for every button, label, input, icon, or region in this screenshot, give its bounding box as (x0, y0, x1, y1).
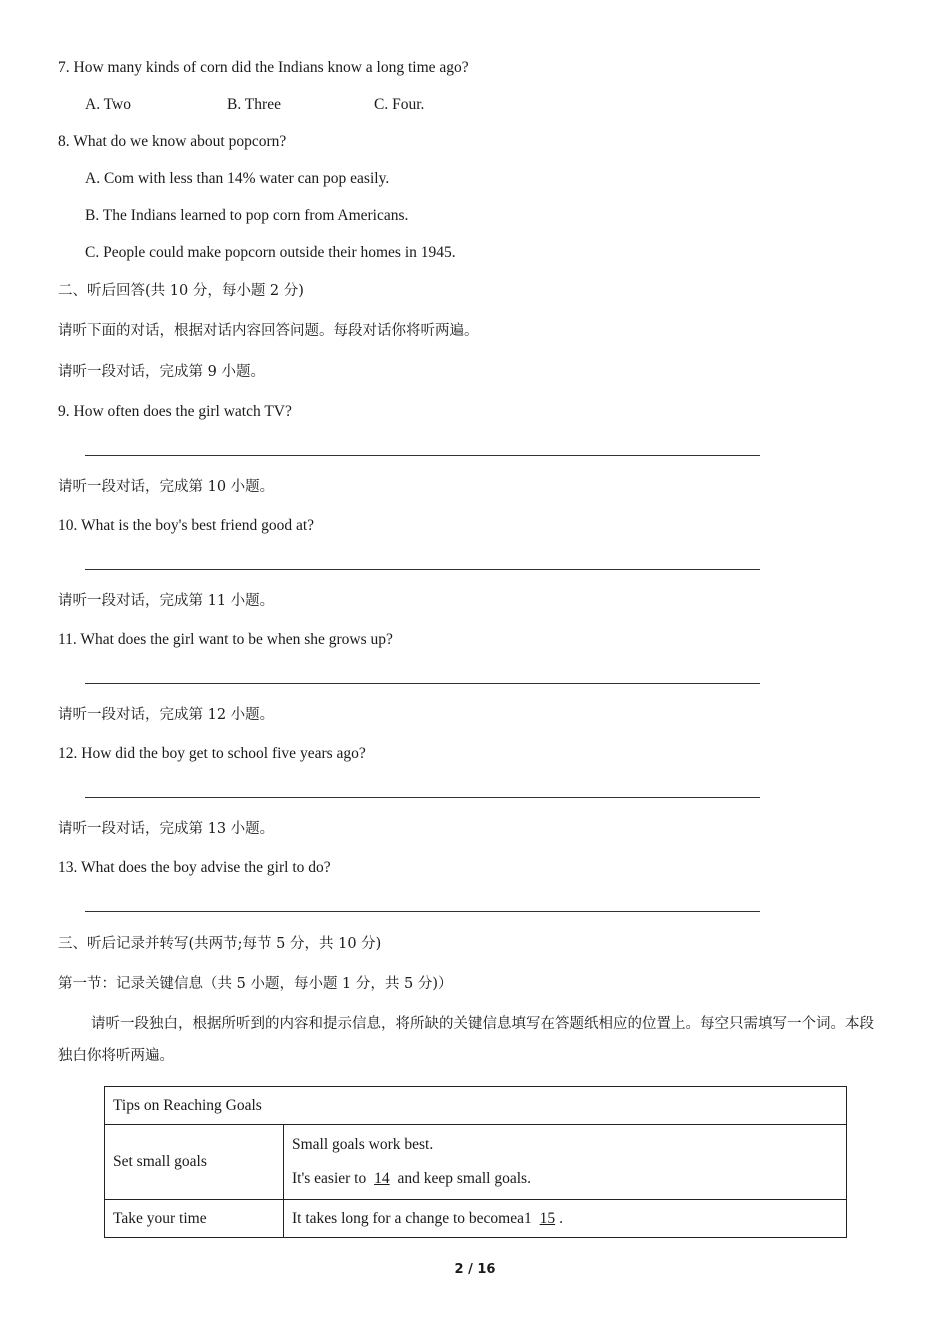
row1-line1: Small goals work best. (292, 1136, 434, 1153)
answer-line-11[interactable] (85, 683, 760, 684)
answer-line-13[interactable] (85, 911, 760, 912)
table-title: Tips on Reaching Goals (105, 1087, 847, 1125)
question-12: 12. How did the boy get to school five years ago? (58, 745, 366, 762)
row2-post: . (559, 1209, 563, 1227)
q8-option-b: B. The Indians learned to pop corn from Americans. (85, 207, 409, 224)
answer-line-10[interactable] (85, 569, 760, 570)
row1-line2-pre: It's easier to (292, 1170, 367, 1187)
q13-prompt: 请听一段对话，完成第 13 小题。 (58, 821, 275, 837)
q7-option-c: C. Four. (374, 96, 425, 113)
q8-option-a: A. Com with less than 14% water can pop easily. (85, 170, 390, 187)
q9-prompt: 请听一段对话，完成第 9 小题。 (58, 364, 265, 380)
question-13: 13. What does the boy advise the girl to do? (58, 859, 331, 876)
question-11: 11. What does the girl want to be when she grows up? (58, 631, 393, 648)
section-2-heading: 二、听后回答(共 10 分，每小题 2 分) (58, 283, 304, 299)
tips-table (104, 1086, 847, 1238)
row-label-take-your-time: Take your time (105, 1200, 284, 1238)
row1-line2 (292, 1170, 838, 1188)
row-content-take-your-time (284, 1200, 847, 1238)
row-label-set-small-goals: Set small goals (105, 1125, 284, 1200)
question-9: 9. How often does the girl watch TV? (58, 403, 292, 420)
page-number: 2 / 16 (454, 1262, 496, 1277)
q10-prompt: 请听一段对话，完成第 10 小题。 (58, 479, 275, 495)
q7-option-b: B. Three (227, 96, 281, 113)
q7-option-a: A. Two (85, 96, 131, 113)
blank-14[interactable]: 14 (374, 1170, 390, 1187)
blank-15[interactable]: 15 (539, 1209, 556, 1227)
q11-prompt: 请听一段对话，完成第 11 小题。 (58, 593, 275, 609)
section-2-instruction: 请听下面的对话，根据对话内容回答问题。每段对话你将听两遍。 (58, 323, 479, 339)
question-10: 10. What is the boy's best friend good at? (58, 517, 315, 534)
q12-prompt: 请听一段对话，完成第 12 小题。 (58, 707, 275, 723)
section-3-heading: 三、听后记录并转写(共两节;每节 5 分，共 10 分) (58, 936, 382, 952)
section-3-instruction: 请听一段独白，根据所听到的内容和提示信息，将所缺的关键信息填写在答题纸相应的位置上。每空只需填写一个词。本段独白你将听两遍。 (58, 1016, 874, 1064)
row2-pre: It takes long for a change to becomea1 (292, 1209, 532, 1227)
row1-line2-post: and keep small goals. (397, 1170, 531, 1187)
section-3-part-1-heading: 第一节：记录关键信息（共 5 小题，每小题 1 分，共 5 分)） (58, 976, 453, 992)
answer-line-12[interactable] (85, 797, 760, 798)
question-7: 7. How many kinds of corn did the Indians know a long time ago? (58, 59, 469, 76)
row-content-set-small-goals (284, 1125, 847, 1200)
answer-line-9[interactable] (85, 455, 760, 456)
question-8: 8. What do we know about popcorn? (58, 133, 287, 150)
q8-option-c: C. People could make popcorn outside their homes in 1945. (85, 244, 456, 261)
